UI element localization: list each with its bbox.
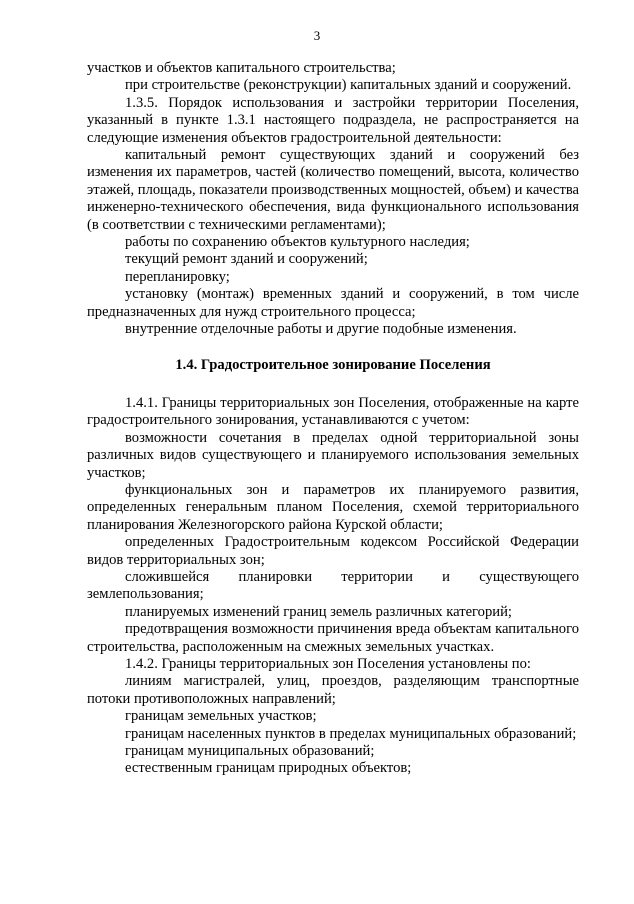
paragraph: перепланировку;: [125, 268, 230, 285]
paragraph: предотвращения возможности причинения вреда объектам капитального строительства, расположенным на смежных земельных участках.: [87, 621, 579, 655]
paragraph: внутренние отделочные работы и другие подобные изменения.: [125, 321, 517, 338]
paragraph: установку (монтаж) временных зданий и сооружений, в том числе предназначенных для нужд строительного процесса;: [87, 286, 579, 320]
paragraph-clause-1-4-2: 1.4.2. Границы территориальных зон Поселения установлены по:: [125, 656, 531, 672]
paragraph-continuation: участков и объектов капитального строительства;: [87, 60, 396, 76]
paragraph: границам населенных пунктов в пределах муниципальных образований;: [125, 725, 577, 742]
section-heading: 1.4. Градостроительное зонирование Поселения: [175, 356, 491, 373]
paragraph: определенных Градостроительным кодексом Российской Федерации видов территориальных зон;: [87, 534, 579, 568]
paragraph: границам муниципальных образований;: [125, 743, 375, 760]
page-number: 3: [313, 28, 321, 43]
paragraph-clause-1-4-1: 1.4.1. Границы территориальных зон Поселения, отображенные на карте градостроительного зонирования, устанавливаются с учетом:: [87, 394, 579, 429]
paragraph: функциональных зон и параметров их планируемого развития, определенных генеральным планом Поселения, схемой территориального планирования Железногорского района Курской области;: [87, 481, 579, 533]
paragraph: текущий ремонт зданий и сооружений;: [125, 251, 368, 268]
paragraph: работы по сохранению объектов культурного наследия;: [125, 234, 470, 251]
paragraph: линиям магистралей, улиц, проездов, разделяющим транспортные потоки противоположных направлений;: [87, 673, 579, 707]
paragraph-clause-1-3-5: 1.3.5. Порядок использования и застройки территории Поселения, указанный в пункте 1.3.1 настоящего подраздела, не распространяется на следующие изменения объектов градостроительной деятельности:: [87, 94, 579, 146]
paragraph: сложившейся планировки территории и существующего землепользования;: [87, 568, 579, 603]
paragraph: возможности сочетания в пределах одной территориальной зоны различных видов существующего и планируемого использования земельных участков;: [87, 429, 579, 481]
paragraph: границам земельных участков;: [125, 708, 317, 725]
paragraph: капитальный ремонт существующих зданий и сооружений без изменения их параметров, частей (количество помещений, высота, количество этажей, площадь, показатели производственных мощностей, объем) и качества инженерно-технического обеспечения, вида функционального использования (в соответствии с техническими регламентами);: [87, 147, 579, 233]
paragraph: при строительстве (реконструкции) капитальных зданий и сооружений.: [125, 77, 572, 94]
paragraph: планируемых изменений границ земель различных категорий;: [125, 603, 512, 620]
paragraph: естественным границам природных объектов;: [125, 760, 412, 777]
document-body: [87, 60, 579, 778]
